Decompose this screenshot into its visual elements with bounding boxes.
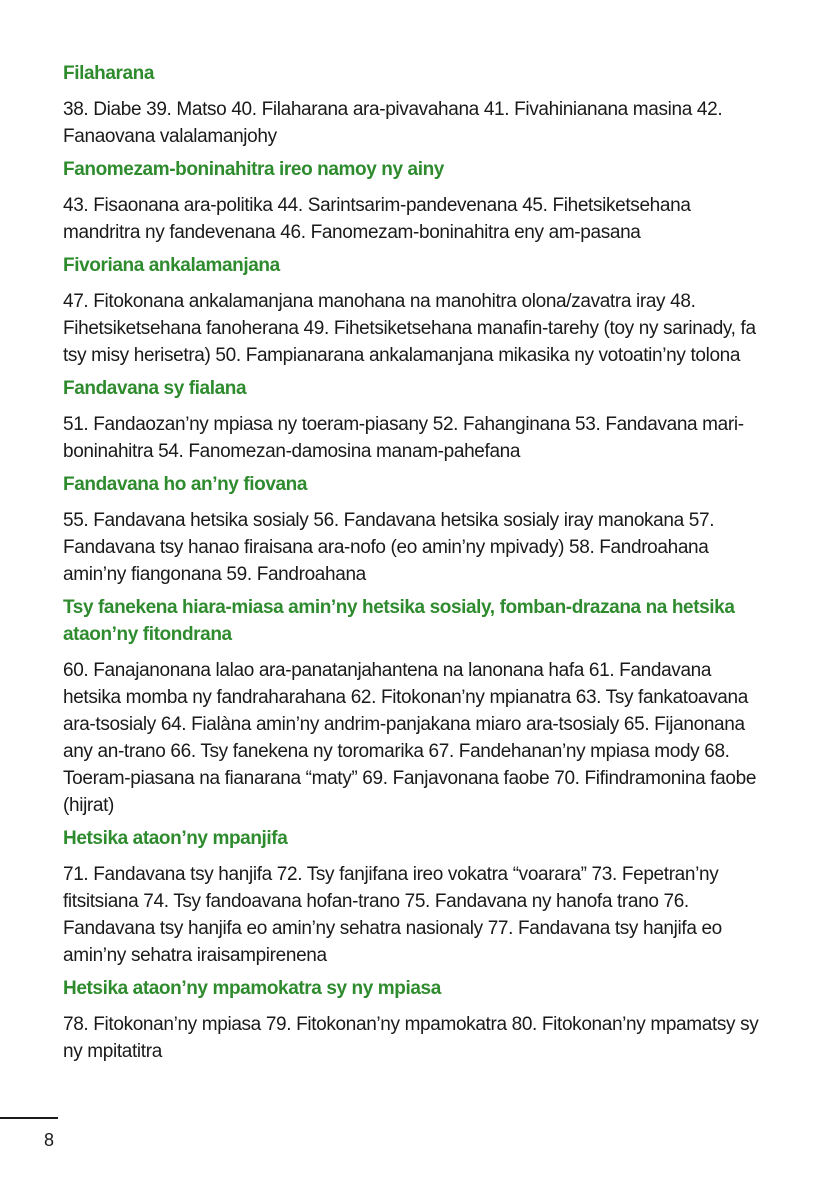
section-heading: Fandavana ho an’ny fiovana — [63, 474, 308, 495]
section-heading: Tsy fanekena hiara-miasa amin’ny hetsika sosialy, fomban-drazana na hetsika ataon’ny fitondrana — [63, 597, 735, 645]
section-heading: Fivoriana ankalamanjana — [63, 255, 280, 276]
section-filaharana — [63, 60, 763, 150]
section-heading: Fanomezam-boninahitra ireo namoy ny ainy — [63, 159, 444, 180]
section-body: 60. Fanajanonana lalao ara-panatanjahantena na lanonana hafa 61. Fandavana hetsika momba ny fandraharahana 62. Fitokonan’ny mpianatra 63. Tsy fankatoavana ara-tsosialy 64. Fialàna amin’ny andrim-panjakana miaro ara-tsosialy 65. Fijanonana any an-trano 66. Tsy fanekena ny toromarika 67. Fandehanan’ny mpiasa mody 68. Toeram-piasana na fianarana “maty” 69. Fanjavonana faobe 70. Fifindramonina faobe (hijrat) — [63, 660, 757, 816]
section-heading: Fandavana sy fialana — [63, 378, 247, 399]
section-tsy-fanekena-hiara-miasa — [63, 594, 763, 819]
section-fivoriana-ankalamanjana — [63, 252, 763, 369]
section-body: 43. Fisaonana ara-politika 44. Sarintsarim-pandevenana 45. Fihetsiketsehana mandritra ny fandevenana 46. Fanomezam-boninahitra eny am-pasana — [63, 195, 691, 243]
section-body: 55. Fandavana hetsika sosialy 56. Fandavana hetsika sosialy iray manokana 57. Fandavana tsy hanao firaisana ara-nofo (eo amin’ny mpivady) 58. Fandroahana amin’ny fiangonana 59. Fandroahana — [63, 510, 715, 585]
section-heading: Hetsika ataon’ny mpamokatra sy ny mpiasa — [63, 978, 441, 999]
footer-rule — [0, 1117, 58, 1119]
section-body: 47. Fitokonana ankalamanjana manohana na manohitra olona/zavatra iray 48. Fihetsiketsehana fanoherana 49. Fihetsiketsehana manafin-tarehy (toy ny sarinady, fa tsy misy herisetra) 50. Fampianarana ankalamanjana mikasika ny votoatin’ny tolona — [63, 291, 756, 366]
page-number: 8 — [44, 1130, 55, 1150]
section-fandavana-ho-an-ny-fiovana — [63, 471, 763, 588]
section-body: 71. Fandavana tsy hanjifa 72. Tsy fanjifana ireo vokatra “voarara” 73. Fepetran’ny fitsitsiana 74. Tsy fandoavana hofan-trano 75. Fandavana ny hanofa trano 76. Fandavana tsy hanjifa eo amin’ny sehatra nasionaly 77. Fandavana tsy hanjifa eo amin’ny sehatra iraisampirenena — [63, 864, 722, 966]
section-body: 51. Fandaozan’ny mpiasa ny toeram-piasany 52. Fahanginana 53. Fandavana mari-boninahitra 54. Fanomezan-damosina manam-pahefana — [63, 414, 744, 462]
section-heading: Hetsika ataon’ny mpanjifa — [63, 828, 288, 849]
document-page — [63, 60, 763, 1071]
section-fandavana-sy-fialana — [63, 375, 763, 465]
section-body: 38. Diabe 39. Matso 40. Filaharana ara-pivavahana 41. Fivahinianana masina 42. Fanaovana valalamanjohy — [63, 99, 723, 147]
section-body: 78. Fitokonan’ny mpiasa 79. Fitokonan’ny mpamokatra 80. Fitokonan’ny mpamatsy sy ny mpitatitra — [63, 1014, 759, 1062]
section-hetsika-mpamokatra — [63, 975, 763, 1065]
section-heading: Filaharana — [63, 63, 155, 84]
section-hetsika-mpanjifa — [63, 825, 763, 969]
section-fanomezam-boninahitra — [63, 156, 763, 246]
